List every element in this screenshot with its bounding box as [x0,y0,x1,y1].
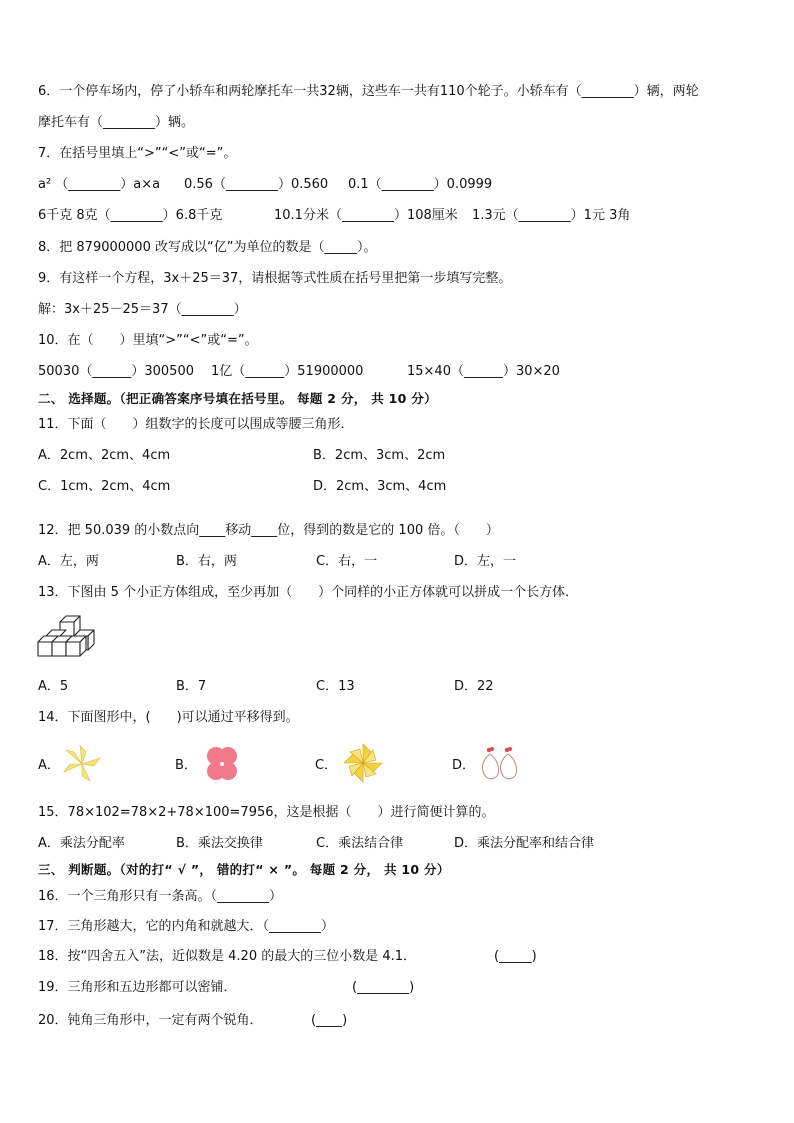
q7-item: 0.56（________）0.560 [184,177,329,192]
section-2-heading: 二、 选择题。（把正确答案序号填在括号里。 每题 2 分， 共 10 分） [38,391,437,406]
q9-solution: 解：3x＋25－25＝37（________） [38,302,247,317]
q11-option-d: D．2cm、3cm、4cm [313,479,447,494]
q14-option-b: B． [175,758,197,773]
q6-line1: 6．一个停车场内，停了小轿车和两轮摩托车一共32辆，这些车一共有110个轮子。小轿车有（________）辆，两轮 [38,84,699,99]
q12-option-b: B．右，两 [176,554,237,569]
q10-item: 15×40（______）30×20 [407,364,560,379]
q14-line: 14．下面图形中，( )可以通过平移得到。 [38,710,299,725]
q12-option-a: A．左，两 [38,554,99,569]
q11-options-row1 [38,447,445,465]
q10-item: 50030（______）300500 [38,364,194,379]
q7-item: 10.1分米（________）108厘米 [274,208,458,223]
q11-line: 11．下面（ ）组数字的长度可以围成等腰三角形． [38,417,354,432]
q7-item: 6千克 8克（________）6.8千克 [38,208,223,223]
q6-line2: 摩托车有（________）辆。 [38,115,195,130]
q14-option-d: D． [452,758,476,773]
q15-line: 15．78×102=78×2+78×100=7956，这是根据（ ）进行简便计算的。 [38,805,495,820]
q10-item: 1亿（______）51900000 [211,364,364,379]
section-3-heading: 三、 判断题。（对的打“ √ ”， 错的打“ × ”。 每题 2 分， 共 10 分） [38,862,450,877]
q13-option-d: D．22 [454,679,494,694]
q7-item: a² （________）a×a [38,177,161,192]
q13-option-a: A．5 [38,679,69,694]
q18-line: 18．按“四舍五入”法，近似数是 4.20 的最大的三位小数是 4.1． [38,949,417,964]
q13-options [38,678,494,696]
q14-option-c: C． [315,758,338,773]
q12-options [38,553,516,571]
q12-line: 12．把 50.039 的小数点向____移动____位，得到的数是它的 100 倍。（ ） [38,523,499,538]
q8-line: 8．把 879000000 改写成以“亿”为单位的数是（_____）。 [38,240,377,255]
q7-item: 0.1（________）0.0999 [348,177,493,192]
q7-title: 7．在括号里填上“>”“<”或“=”。 [38,146,237,161]
q7-row2 [38,207,630,225]
q16-line: 16．一个三角形只有一条高。（________） [38,889,283,904]
q14-option-a: A． [38,758,60,773]
q12-option-c: C．右，一 [316,554,378,569]
q12-option-d: D．左，一 [454,554,517,569]
q13-option-b: B．7 [176,679,207,694]
q7-item: 1.3元（________）1元 3角 [472,208,631,223]
q11-option-c: C．1cm、2cm、4cm [38,479,171,494]
chicks-icon [476,744,524,784]
q15-options [38,835,594,853]
q15-option-a: A．乘法分配率 [38,836,125,851]
q19-blank: (________) [352,980,415,995]
q15-option-c: C．乘法结合律 [316,836,404,851]
q11-options-row2 [38,478,446,496]
q10-row [38,363,560,381]
q10-title: 10．在（ ）里填“>”“<”或“=”。 [38,333,258,348]
q20-line: 20．钝角三角形中，一定有两个锐角． [38,1013,263,1028]
q13-line: 13．下图由 5 个小正方体组成，至少再加（ ）个同样的小正方体就可以拼成一个长方体． [38,585,579,600]
q17-line: 17．三角形越大，它的内角和就越大．（________） [38,919,335,934]
q15-option-d: D．乘法分配率和结合律 [454,836,595,851]
q13-option-c: C．13 [316,679,355,694]
q11-option-b: B．2cm、3cm、2cm [313,448,446,463]
pinwheel-icon [60,744,104,784]
flower-icon [200,744,244,784]
cubes-figure [36,614,100,664]
q20-blank: (____) [311,1013,348,1028]
q15-option-b: B．乘法交换律 [176,836,263,851]
q11-option-a: A．2cm、2cm、4cm [38,448,171,463]
q18-blank: (_____) [494,949,537,964]
windmill-icon [340,742,386,784]
q19-line: 19．三角形和五边形都可以密铺． [38,980,237,995]
q9-line: 9．有这样一个方程，3x＋25＝37，请根据等式性质在括号里把第一步填写完整。 [38,271,512,286]
q7-row1 [38,176,492,194]
